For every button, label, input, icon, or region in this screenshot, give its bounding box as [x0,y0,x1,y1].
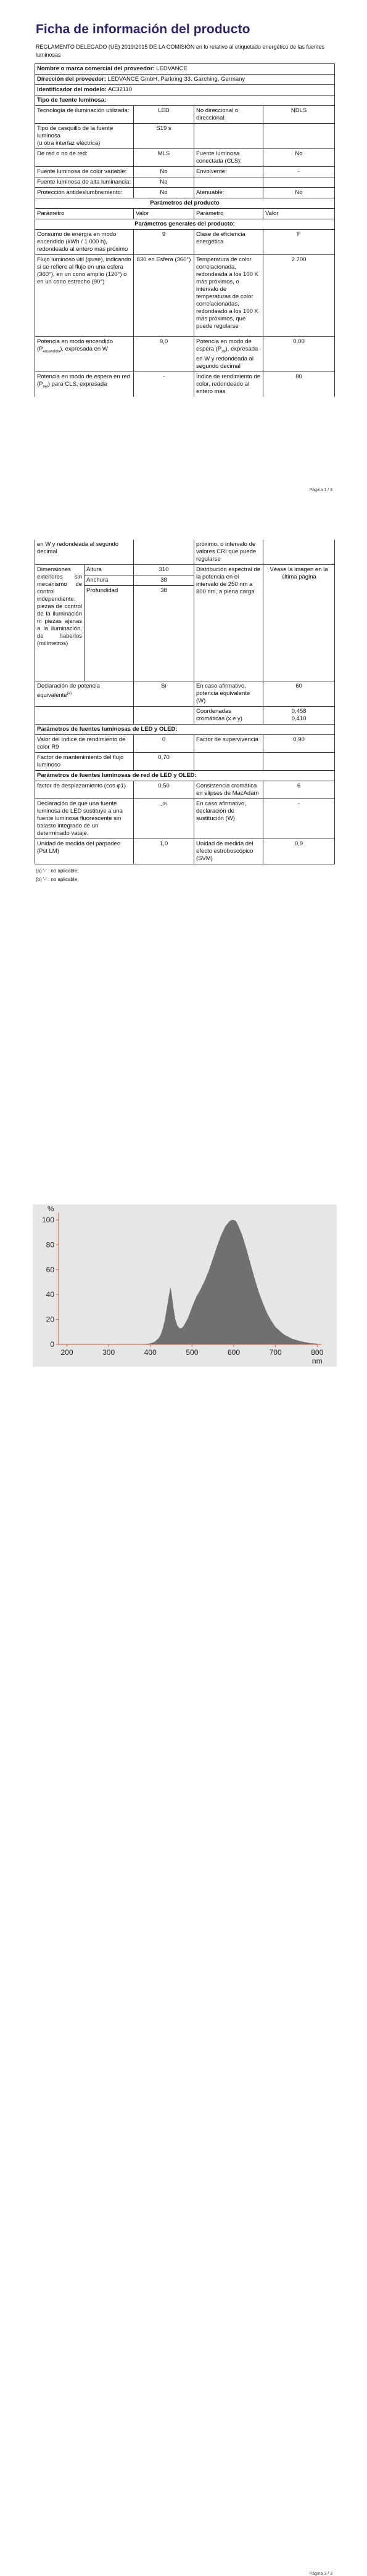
page-1 [0,0,367,493]
table-row [35,707,335,725]
chromaticity-y: 0,410 [291,715,307,722]
cri-label-cont: próximo, o intervalo de valores CRI que puede regularse [194,540,263,565]
x-tick-label: 300 [102,1348,115,1357]
y-tick-label: 60 [46,1265,54,1274]
chromaticity-label: Coordenadas cromáticas (x e y) [194,707,263,725]
footnotes [36,867,78,884]
directional-label: No direccional o direccional: [194,106,263,124]
table-row [35,681,335,707]
equiv-power-claim-label: Declaración de potencia equivalente$^{(a)}$ [35,681,134,707]
replacement-wattage-label: En caso afirmativo, declaración de sustitución (W) [194,799,263,839]
anti-glare-label: Protección antideslumbramiento: [35,188,134,198]
depth-label: Profundidad [85,586,134,681]
replacement-wattage-value: - [263,799,335,839]
light-source-type-label: Tipo de fuente luminosa: [35,95,335,106]
spectrum-svg [33,1205,337,1367]
spectral-label: Distribución espectral de la potencia en el intervalo de 250 nm a 800 nm, a plena carga [194,565,263,681]
mains-value: MLS [134,149,194,167]
page-number: Página 1 / 3 [309,488,332,492]
led-oled-header-row [35,725,335,735]
x-tick-label: 500 [186,1348,199,1357]
colour-tunable-label: Fuente luminosa de color variable: [35,167,134,177]
table-row [35,839,335,864]
table-row [35,149,335,167]
col-param-header: Parámetro [194,209,263,219]
replacement-claim-label: Declaración de que una fuente luminosa de LED sustituye a una fuente luminosa fluorescente sin balasto integrado de un determinado vataje. [35,799,134,839]
supplier-name-row [35,64,335,75]
spectrum-area [142,1220,317,1344]
table-row [35,753,335,771]
directional-value: NDLS [263,106,335,124]
survival-label: Factor de supervivencia [194,735,263,753]
equiv-power-value: 60 [263,681,335,707]
x-tick-label: 600 [227,1348,241,1357]
cap-label-line-1: Tipo de casquillo de la fuente luminosa [37,125,113,139]
tech-value: LED [134,106,194,124]
energy-consumption-value: 9 [134,230,194,255]
general-params-header: Parámetros generales del producto: [35,219,335,230]
table-row [35,106,335,124]
flicker-label: Unidad de medida del parpadeo (Pst LM) [35,839,134,864]
y-tick-label: 80 [46,1240,54,1249]
footnote-a: (a) '-' : no aplicable; [36,868,79,874]
y-axis-label: % [47,1205,54,1213]
footnote-b: (b) '-' : no aplicable; [36,877,79,882]
y-tick-label: 100 [41,1216,54,1224]
high-luminance-label: Fuente luminosa de alta luminancia: [35,177,134,188]
supplier-name-label: Nombre o marca comercial del proveedor: [37,65,155,72]
mains-led-oled-header: Parámetros de fuentes luminosas de red de LED y OLED: [35,771,335,781]
lumen-maintenance-value: 0,70 [134,753,194,771]
table-row [35,735,335,753]
stroboscopic-label: Unidad de medida del efecto estroboscópico (SVM) [194,839,263,864]
energy-consumption-label: Consumo de energía en modo encendido (kWh / 1 000 h), redondeado al entero más próximo [35,230,134,255]
cap-label [35,124,134,149]
network-standby-label: Potencia en modo de espera en red $(P_{net})$ para CLS, expresada [35,372,134,397]
displacement-value: 0,50 [134,781,194,799]
mains-label: De red o no de red: [35,149,134,167]
efficiency-class-label: Clase de eficiencia energética [194,230,263,255]
table-row [35,167,335,177]
equiv-power-label: En caso afirmativo, potencia equivalente (W) [194,681,263,707]
table-row [35,540,335,565]
anti-glare-value: No [134,188,194,198]
light-source-type-row [35,95,335,106]
chromaticity-value [263,707,335,725]
r9-value: 0 [134,735,194,753]
width-label: Anchura [85,575,134,586]
cri-label: Índice de rendimiento de color, redondeado al entero más [194,372,263,397]
width-value: 38 [134,575,194,586]
x-axis-label: nm [311,1357,323,1365]
table-row [35,188,335,198]
cct-value: 2 700 [263,255,335,337]
network-standby-value: - [134,372,194,397]
colour-consistency-label: Consistencia cromática en elipses de MacAdam [194,781,263,799]
y-tick-label: 40 [46,1290,54,1299]
y-tick-label: 20 [46,1315,54,1324]
led-oled-header: Parámetros de fuentes luminosas de LED y OLED: [35,725,335,735]
useful-flux-value: 830 en Esfera (360°) [134,255,194,337]
cap-label-line-2: (u otra interfaz eléctrica) [37,140,101,147]
connected-label: Fuente luminosa conectada (CLS): [194,149,263,167]
product-params-header: Parámetros del producto [35,198,335,209]
y-tick-label: 0 [50,1340,54,1349]
supplier-address-label: Dirección del proveedor: [37,76,106,83]
mains-led-oled-header-row [35,771,335,781]
regulation-reference: REGLAMENTO DELEGADO (UE) 2019/2015 DE LA COMISIÓN en lo relativo al etiquetado energético de las fuentes luminosas [36,44,325,58]
col-value-header: Valor [263,209,335,219]
product-info-table [35,63,335,397]
colour-tunable-value: No [134,167,194,177]
replacement-claim-value: -$^{(b)}$ [134,799,194,839]
supplier-name: LEDVANCE [156,65,188,72]
x-tick-label: 400 [144,1348,157,1357]
col-param-header: Parámetro [35,209,134,219]
model-id-row [35,85,335,95]
depth-value: 38 [134,586,194,681]
connected-value: No [263,149,335,167]
col-value-header: Valor [134,209,194,219]
standby-power-value: 0,00 [263,337,335,372]
table-row [35,372,335,397]
x-tick-label: 800 [311,1348,324,1357]
x-tick-label: 700 [269,1348,282,1357]
efficiency-class-value: F [263,230,335,255]
on-power-value: 9,0 [134,337,194,372]
table-row [35,781,335,799]
useful-flux-label: Flujo luminoso útil (φuse), indicando si se refiere al flujo en una esfera (360°), en un cono amplio (120°) o en un cono estrecho (90°) [35,255,134,337]
dimmable-label: Atenuable: [194,188,263,198]
product-params-header-row [35,198,335,209]
table-row [35,230,335,255]
flicker-value: 1,0 [134,839,194,864]
displacement-label: factor de desplazamiento (cos φ1) [35,781,134,799]
height-value: 310 [134,565,194,575]
document-title: Ficha de información del producto [36,22,250,36]
supplier-address-row [35,75,335,85]
cap-value: S19 s [134,124,194,149]
page-number: Página 3 / 3 [309,2572,332,2576]
supplier-address: LEDVANCE GmbH, Parkring 33, Garching, Germany [107,76,245,83]
equiv-power-claim-value: Sí [134,681,194,707]
high-luminance-value: No [134,177,194,188]
table-row [35,799,335,839]
stroboscopic-value: 0,9 [263,839,335,864]
network-standby-label-cont: en W y redondeada al segundo decimal [35,540,134,565]
envelope-value: - [263,167,335,177]
table-row [35,124,335,149]
table-row [35,565,335,575]
table-row [35,337,335,372]
general-params-header-row [35,219,335,230]
x-tick-label: 200 [60,1348,73,1357]
column-header-row [35,209,335,219]
table-row [35,177,335,188]
spectral-distribution-chart [33,1205,337,1367]
model-id: AC32110 [108,86,132,93]
on-power-label: Potencia en modo encendido $(P_{encendido})$, expresada en W [35,337,134,372]
dimensions-label: Dimensiones exteriores sin mecanismo de control independiente, piezas de control de la iluminación ni piezas ajenas a la iluminación, de haberlos (milímetros) [35,565,85,681]
cri-value: 80 [263,372,335,397]
cct-label: Temperatura de color correlacionada, redondeada a los 100 K más próximos, o intervalo de temperaturas de color correlacionadas, redondeado a los 100 K más próximos, que puede regularse [194,255,263,337]
tech-label: Tecnología de iluminación utilizada: [35,106,134,124]
envelope-label: Envolvente: [194,167,263,177]
standby-power-label: Potencia en modo de espera $(P_{sb})$, expresada en W y redondeada al segundo decimal [194,337,263,372]
product-info-table-continued [35,540,335,864]
survival-value: 0,90 [263,735,335,753]
model-id-label: Identificador del modelo: [37,86,107,93]
chromaticity-x: 0,458 [291,708,307,715]
r9-label: Valor del índice de rendimiento de color R9 [35,735,134,753]
height-label: Altura [85,565,134,575]
dimmable-value: No [263,188,335,198]
spectral-value: Véase la imagen en la última página [263,565,335,681]
colour-consistency-value: 6 [263,781,335,799]
lumen-maintenance-label: Factor de mantenimiento del flujo luminoso [35,753,134,771]
table-row [35,255,335,337]
